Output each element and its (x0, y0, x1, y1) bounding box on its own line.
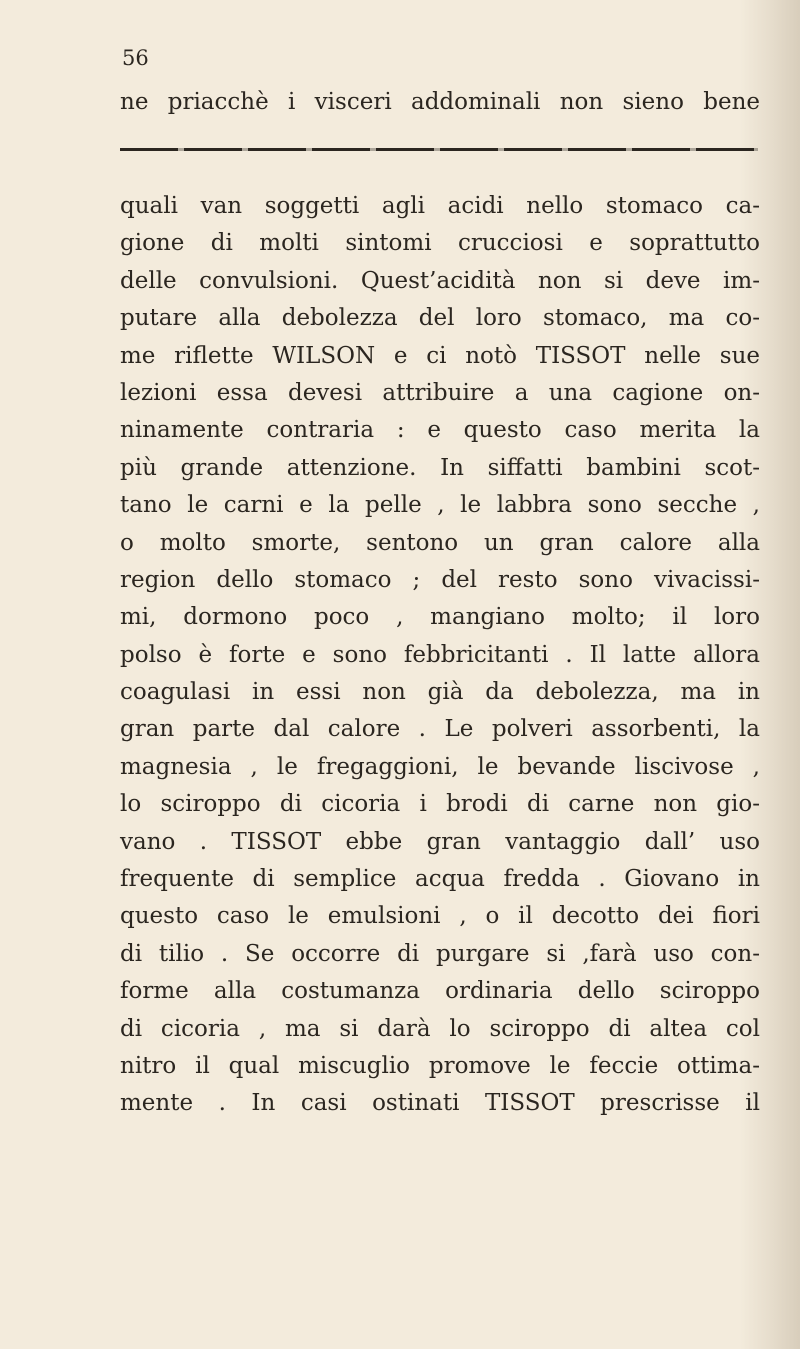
text-line: lo sciroppo di cicoria i brodi di carne non gio- (120, 791, 760, 818)
text-line: putare alla debolezza del loro stomaco, ma co- (120, 305, 760, 332)
section-rule (120, 148, 758, 151)
text-line: gione di molti sintomi crucciosi e soprattutto (120, 230, 760, 257)
text-line: coagulasi in essi non già da debolezza, ma in (120, 679, 760, 706)
text-line: delle convulsioni. Quest’acidità non si deve im- (120, 267, 760, 294)
text-line: lezioni essa devesi attribuire a una cagione on- (120, 379, 760, 406)
text-line: frequente di semplice acqua fredda . Giovano in (120, 866, 760, 893)
text-line: forme alla costumanza ordinaria dello sciroppo (120, 978, 760, 1005)
text-line: polso è forte e sono febbricitanti . Il latte allora (120, 641, 760, 668)
text-line: ninamente contraria : e questo caso merita la (120, 417, 760, 444)
text-line: più grande attenzione. In siffatti bambini scot- (120, 454, 760, 481)
text-line: o molto smorte, sentono un gran calore alla (120, 529, 760, 556)
text-line: gran parte dal calore . Le polveri assorbenti, la (120, 716, 760, 743)
text-line: vano . TISSOT ebbe gran vantaggio dall’ uso (120, 828, 760, 855)
text-line: mi, dormono poco , mangiano molto; il loro (120, 604, 760, 631)
text-line: nitro il qual miscuglio promove le feccie ottima- (120, 1052, 760, 1079)
text-line: me riflette WILSON e ci notò TISSOT nelle sue (120, 342, 760, 369)
text-line: di tilio . Se occorre di purgare si ,farà uso con- (120, 940, 760, 967)
text-line: quali van soggetti agli acidi nello stomaco ca- (120, 193, 760, 219)
text-line: questo caso le emulsioni , o il decotto dei fiori (120, 903, 760, 930)
text-line: region dello stomaco ; del resto sono vivacissi- (120, 566, 760, 593)
text-line: mente . In casi ostinati TISSOT prescrisse il (120, 1090, 760, 1117)
text-line: tano le carni e la pelle , le labbra sono secche , (120, 492, 760, 519)
text-line: magnesia , le fregaggioni, le bevande liscivose , (120, 753, 760, 780)
body-text (120, 188, 760, 1123)
page-number: 56 (122, 46, 149, 70)
text-line: di cicoria , ma si darà lo sciroppo di altea col (120, 1015, 760, 1042)
carry-over-line: ne priacchè i visceri addominali non sieno bene (120, 89, 760, 115)
